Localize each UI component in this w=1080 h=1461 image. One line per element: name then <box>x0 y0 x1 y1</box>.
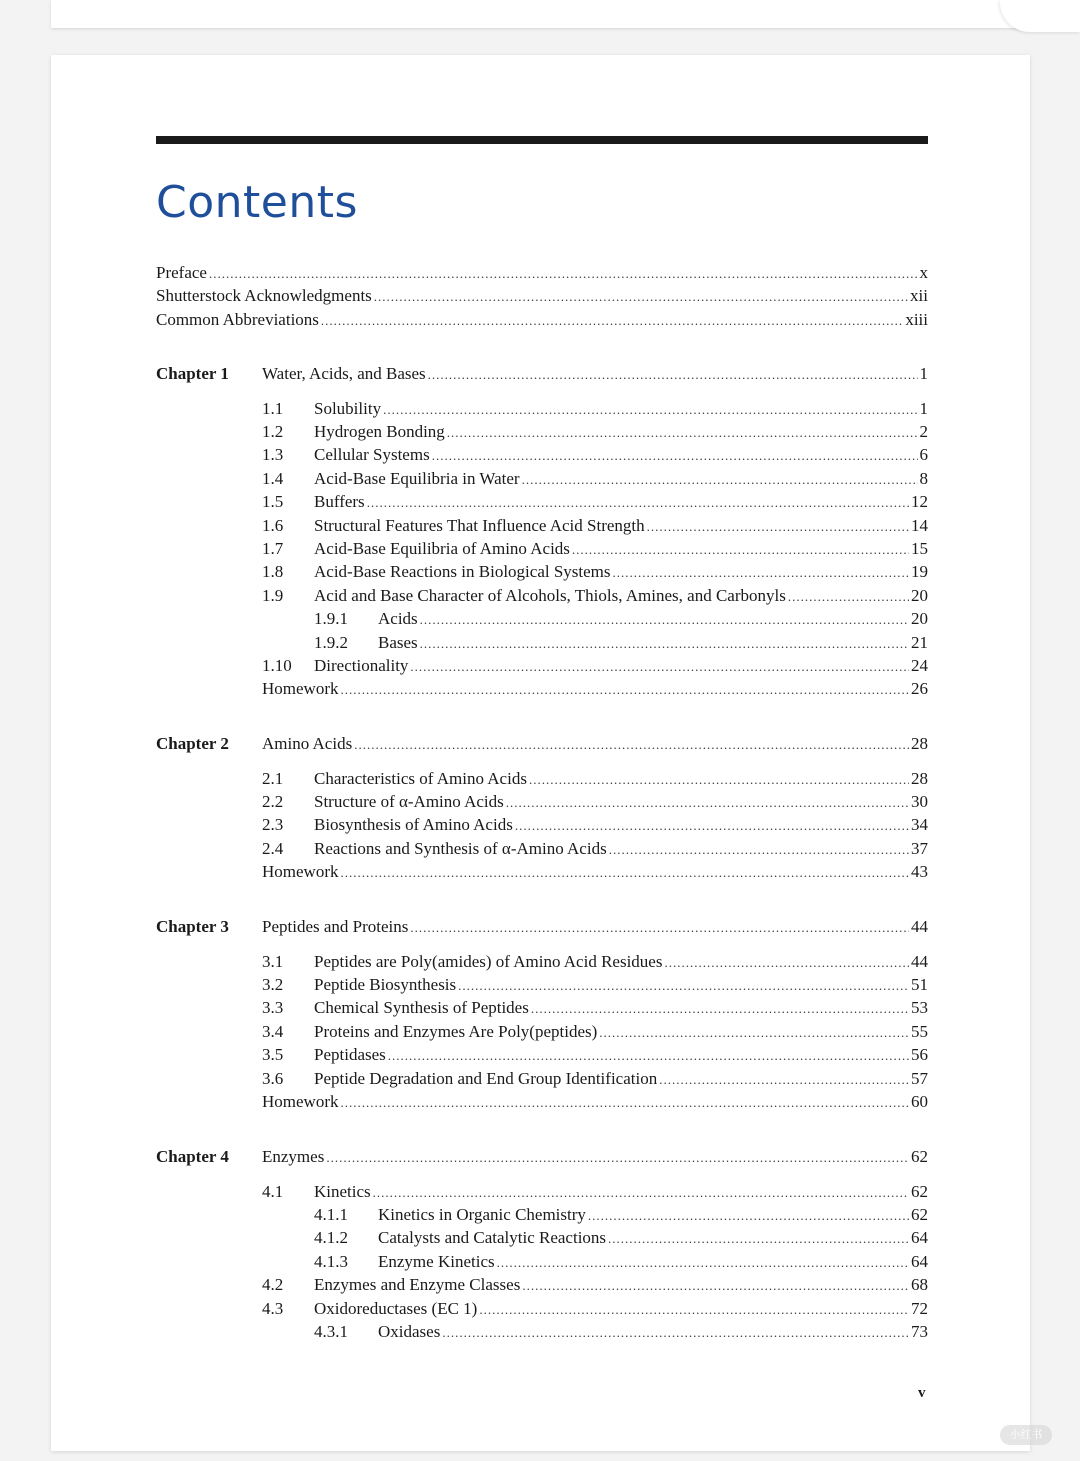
toc-section-entry[interactable] <box>262 654 928 677</box>
section-number: 1.1 <box>262 398 284 418</box>
chapter-number: Chapter 3 <box>156 917 229 936</box>
section-number: 1.9.1 <box>314 609 348 629</box>
dot-leader <box>410 916 909 938</box>
page-number: 73 <box>911 1321 928 1341</box>
chapter-number: Chapter 1 <box>156 364 229 383</box>
dot-leader <box>531 997 909 1019</box>
dot-leader <box>420 608 909 630</box>
toc-front-matter-entry[interactable] <box>156 284 928 307</box>
section-title: Chemical Synthesis of Peptides <box>314 998 529 1018</box>
dot-leader <box>442 1321 909 1343</box>
toc-section-entry[interactable] <box>262 443 928 466</box>
section-title: Characteristics of Amino Acids <box>314 768 527 788</box>
dot-leader <box>321 309 903 331</box>
chapter-title: Water, Acids, and Bases <box>262 364 426 383</box>
section-title: Homework <box>262 679 339 699</box>
dot-leader <box>522 468 918 490</box>
toc-section-entry[interactable] <box>262 537 928 560</box>
toc-section-entry[interactable] <box>262 420 928 443</box>
section-title: Cellular Systems <box>314 445 430 465</box>
toc-section-entry[interactable] <box>314 607 928 630</box>
toc-section-entry[interactable] <box>262 1043 928 1066</box>
section-title: Peptidases <box>314 1045 386 1065</box>
section-title: Homework <box>262 1091 339 1111</box>
section-title: Kinetics <box>314 1181 371 1201</box>
page-number: 19 <box>911 562 928 582</box>
page-number: xiii <box>905 309 928 329</box>
toc-section-entry[interactable] <box>262 560 928 583</box>
toc-section-entry[interactable] <box>314 631 928 654</box>
section-number: 4.1.3 <box>314 1251 348 1271</box>
section-number: 3.4 <box>262 1021 284 1041</box>
entry-label: Preface <box>156 263 207 282</box>
section-title: Hydrogen Bonding <box>314 421 445 441</box>
dot-leader <box>458 974 909 996</box>
page-title: Contents <box>156 177 358 228</box>
page-number: 15 <box>911 538 928 558</box>
toc-section-entry[interactable] <box>262 813 928 836</box>
page-number: 8 <box>919 468 928 488</box>
section-number: 1.7 <box>262 538 284 558</box>
section-number: 1.3 <box>262 445 284 465</box>
chapter-title: Enzymes <box>262 1147 325 1166</box>
heading-rule <box>156 136 928 144</box>
dot-leader <box>609 838 909 860</box>
dot-leader <box>506 791 909 813</box>
toc-chapter-entry[interactable] <box>156 1145 928 1168</box>
section-title: Solubility <box>314 398 382 418</box>
page-number: 56 <box>911 1045 928 1065</box>
section-number: 1.10 <box>262 655 292 675</box>
dot-leader <box>522 1274 909 1296</box>
section-title: Oxidases <box>378 1321 441 1341</box>
section-number: 1.9.2 <box>314 632 348 652</box>
section-number: 4.2 <box>262 1275 284 1295</box>
chapter-number: Chapter 2 <box>156 734 229 753</box>
toc-chapter-entry[interactable] <box>156 732 928 755</box>
page-number: 64 <box>911 1251 928 1271</box>
page-number: 44 <box>911 951 928 971</box>
dot-leader <box>209 262 918 284</box>
section-title: Peptide Biosynthesis <box>314 974 457 994</box>
page-number: 51 <box>911 974 928 994</box>
section-number: 4.3 <box>262 1298 284 1318</box>
page-number: 20 <box>911 609 928 629</box>
section-number: 1.2 <box>262 421 284 441</box>
dot-leader <box>447 421 918 443</box>
section-title: Reactions and Synthesis of α-Amino Acids <box>314 838 607 858</box>
toc-section-entry[interactable] <box>314 1226 928 1249</box>
section-title: Catalysts and Catalytic Reactions <box>378 1228 607 1248</box>
page-number: 24 <box>911 655 928 675</box>
dot-leader <box>588 1204 909 1226</box>
dot-leader <box>515 814 909 836</box>
section-title: Enzymes and Enzyme Classes <box>314 1275 521 1295</box>
page-number: 2 <box>919 421 928 441</box>
toc-homework-entry[interactable] <box>262 860 928 883</box>
section-title: Biosynthesis of Amino Acids <box>314 815 513 835</box>
page-number: 12 <box>911 492 928 512</box>
watermark-badge: 小红书 <box>1000 1425 1052 1445</box>
section-title: Peptide Degradation and End Group Identification <box>314 1068 658 1088</box>
section-title: Proteins and Enzymes Are Poly(peptides) <box>314 1021 598 1041</box>
toc-section-entry[interactable] <box>262 837 928 860</box>
section-title: Directionality <box>314 655 409 675</box>
dot-leader <box>647 515 909 537</box>
toc-chapter-entry[interactable] <box>156 915 928 938</box>
section-title: Acid-Base Reactions in Biological Systems <box>314 562 611 582</box>
dot-leader <box>529 768 909 790</box>
toc-section-entry[interactable] <box>262 1297 928 1320</box>
toc-section-entry[interactable] <box>262 1067 928 1090</box>
page-number: 62 <box>911 1204 928 1224</box>
toc-section-entry[interactable] <box>314 1203 928 1226</box>
dot-leader <box>340 861 909 883</box>
section-number: 1.4 <box>262 468 284 488</box>
section-title: Enzyme Kinetics <box>378 1251 495 1271</box>
chapter-title: Peptides and Proteins <box>262 917 409 936</box>
section-number: 3.5 <box>262 1045 284 1065</box>
page-number: 43 <box>911 862 928 882</box>
page-number: 72 <box>911 1298 928 1318</box>
toc-section-entry[interactable] <box>262 514 928 537</box>
section-title: Bases <box>378 632 418 652</box>
section-number: 2.1 <box>262 768 284 788</box>
toc-section-entry[interactable] <box>262 790 928 813</box>
toc-section-entry[interactable] <box>262 1273 928 1296</box>
toc-chapter-entry[interactable] <box>156 362 928 385</box>
page-number: 64 <box>911 1228 928 1248</box>
page-number: x <box>919 263 928 282</box>
entry-label: Shutterstock Acknowledgments <box>156 286 372 306</box>
toc-section-entry[interactable] <box>262 467 928 490</box>
page-number: 34 <box>911 815 928 835</box>
dot-leader <box>326 1146 909 1168</box>
dot-leader <box>599 1021 909 1043</box>
page-number: 28 <box>911 734 928 753</box>
section-number: 4.3.1 <box>314 1321 348 1341</box>
section-title: Peptides are Poly(amides) of Amino Acid Residues <box>314 951 663 971</box>
page-number: 62 <box>911 1147 928 1166</box>
dot-leader <box>383 398 917 420</box>
page-number: 1 <box>919 398 928 418</box>
toc-section-entry[interactable] <box>262 584 928 607</box>
page-number: 60 <box>911 1091 928 1111</box>
dot-leader <box>373 1181 909 1203</box>
section-number: 1.9 <box>262 585 284 605</box>
toc-homework-entry[interactable] <box>262 1090 928 1113</box>
section-number: 1.8 <box>262 562 284 582</box>
toc-section-entry[interactable] <box>262 490 928 513</box>
toc-section-entry[interactable] <box>262 1020 928 1043</box>
toc-section-entry[interactable] <box>262 1180 928 1203</box>
section-number: 3.1 <box>262 951 284 971</box>
chapter-title: Amino Acids <box>262 734 353 753</box>
toc-homework-entry[interactable] <box>262 677 928 700</box>
dot-leader <box>420 632 909 654</box>
dot-leader <box>340 678 909 700</box>
page-number: 6 <box>919 445 928 465</box>
dot-leader <box>608 1227 909 1249</box>
section-number: 4.1.1 <box>314 1204 348 1224</box>
dot-leader <box>367 491 909 513</box>
page-number: 28 <box>911 768 928 788</box>
section-number: 2.3 <box>262 815 284 835</box>
section-number: 1.6 <box>262 515 284 535</box>
section-number: 4.1.2 <box>314 1228 348 1248</box>
page-number: 55 <box>911 1021 928 1041</box>
section-number: 2.4 <box>262 838 284 858</box>
dot-leader <box>788 585 909 607</box>
previous-page-edge <box>51 0 1030 28</box>
section-title: Structure of α-Amino Acids <box>314 791 504 811</box>
dot-leader <box>659 1068 909 1090</box>
page-number: 57 <box>911 1068 928 1088</box>
page-number: 1 <box>919 364 928 383</box>
toc-section-entry[interactable] <box>262 397 928 420</box>
page-number: 30 <box>911 791 928 811</box>
section-title: Acids <box>378 609 418 629</box>
page-number: 37 <box>911 838 928 858</box>
section-number: 2.2 <box>262 791 284 811</box>
toc-section-entry[interactable] <box>262 767 928 790</box>
page-number: 21 <box>911 632 928 652</box>
section-title: Acid-Base Equilibria of Amino Acids <box>314 538 570 558</box>
dot-leader <box>354 733 909 755</box>
page-number: 44 <box>911 917 928 936</box>
section-title: Oxidoreductases (EC 1) <box>314 1298 478 1318</box>
section-title: Buffers <box>314 492 365 512</box>
page-number: 14 <box>911 515 928 535</box>
dot-leader <box>428 363 918 385</box>
dot-leader <box>432 444 918 466</box>
toc-front-matter-entry[interactable] <box>156 261 928 284</box>
section-title: Acid and Base Character of Alcohols, Thiols, Amines, and Carbonyls <box>314 585 786 605</box>
section-title: Homework <box>262 862 339 882</box>
section-number: 3.2 <box>262 974 284 994</box>
section-title: Structural Features That Influence Acid Strength <box>314 515 645 535</box>
page-number: 62 <box>911 1181 928 1201</box>
dot-leader <box>410 655 909 677</box>
dot-leader <box>374 285 908 307</box>
chapter-number: Chapter 4 <box>156 1147 229 1166</box>
page-number: 26 <box>911 679 928 699</box>
section-title: Kinetics in Organic Chemistry <box>378 1204 586 1224</box>
dot-leader <box>479 1298 909 1320</box>
dot-leader <box>664 951 909 973</box>
page-folio: v <box>918 1385 926 1401</box>
toc-section-entry[interactable] <box>262 996 928 1019</box>
page-number: 68 <box>911 1275 928 1295</box>
dot-leader <box>613 561 909 583</box>
entry-label: Common Abbreviations <box>156 309 319 329</box>
section-number: 3.3 <box>262 998 284 1018</box>
section-number: 4.1 <box>262 1181 284 1201</box>
dot-leader <box>572 538 909 560</box>
dot-leader <box>340 1091 909 1113</box>
page-number: xii <box>910 286 928 306</box>
page-number: 20 <box>911 585 928 605</box>
section-number: 1.5 <box>262 492 284 512</box>
toc-section-entry[interactable] <box>314 1250 928 1273</box>
toc-section-entry[interactable] <box>262 950 928 973</box>
section-number: 3.6 <box>262 1068 284 1088</box>
section-title: Acid-Base Equilibria in Water <box>314 468 520 488</box>
document-page <box>51 55 1030 1451</box>
dot-leader <box>388 1044 909 1066</box>
page-number: 53 <box>911 998 928 1018</box>
dot-leader <box>497 1251 909 1273</box>
toc-front-matter-entry[interactable] <box>156 308 928 331</box>
toc-section-entry[interactable] <box>314 1320 928 1343</box>
toc-section-entry[interactable] <box>262 973 928 996</box>
